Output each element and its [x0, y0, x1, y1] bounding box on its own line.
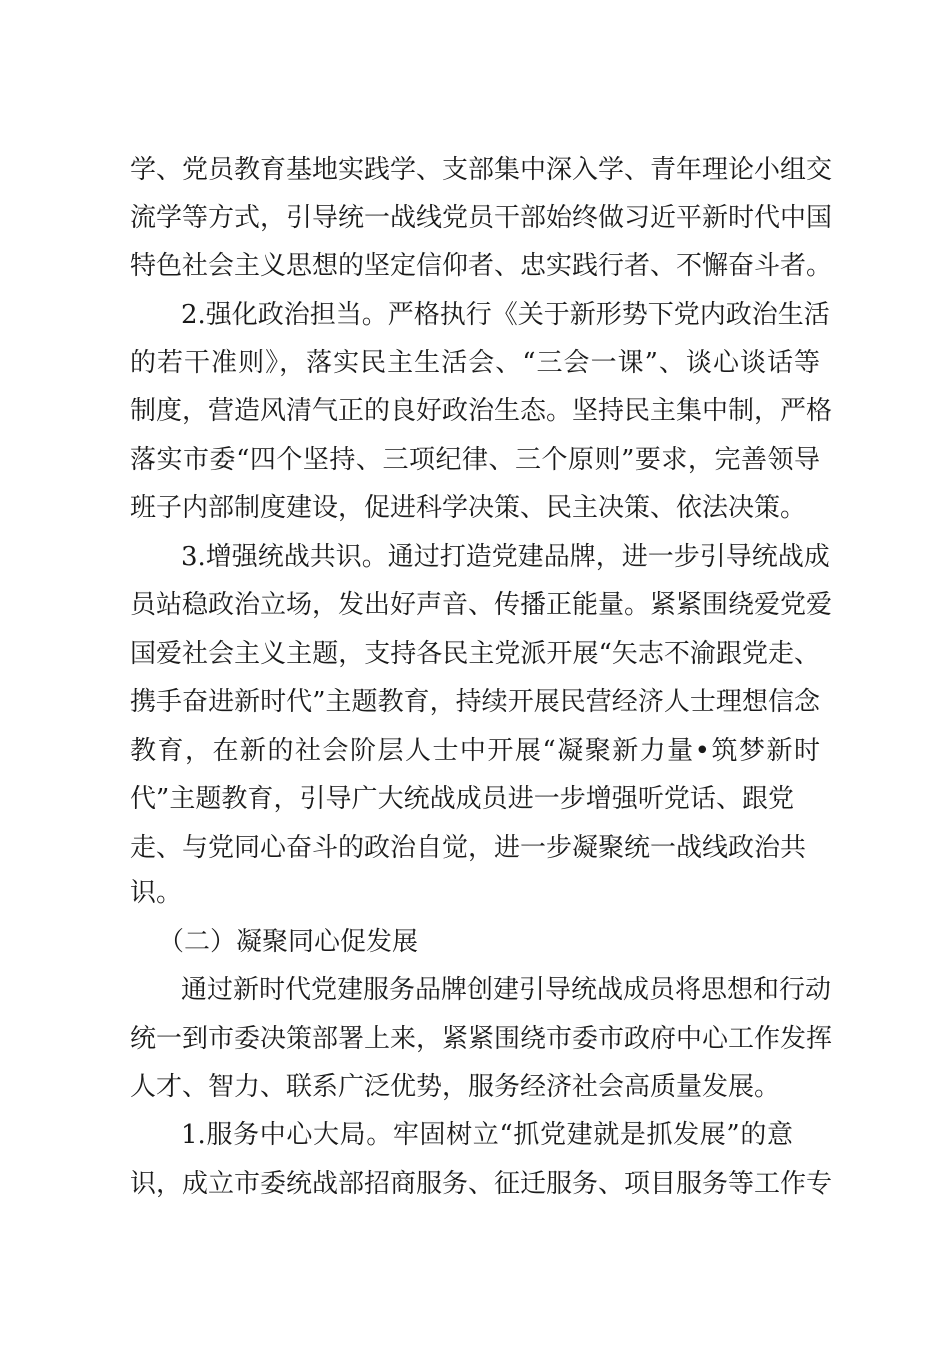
- text-line: [0, 387, 950, 435]
- line-text: 特色社会主义思想的坚定信仰者、忠实践行者、不懈奋斗者。: [130, 251, 833, 281]
- text-line: [0, 146, 950, 194]
- line-text: 统一到市委决策部署上来，紧紧围绕市委市政府中心工作发挥: [130, 1024, 833, 1054]
- line-text: 2.强化政治担当。严格执行《关于新形势下党内政治生活: [181, 300, 830, 330]
- text-line: [0, 1063, 950, 1111]
- section-heading: [0, 918, 950, 966]
- text-line: [0, 678, 950, 726]
- line-text: 的若干准则》，落实民主生活会、“三会一课”、谈心谈话等: [130, 348, 820, 378]
- text-line: [0, 630, 950, 678]
- line-text: 班子内部制度建设，促进科学决策、民主决策、依法决策。: [130, 493, 807, 523]
- heading-text: （二）凝聚同心促发展: [158, 927, 419, 957]
- line-text: 走、与党同心奋斗的政治自觉，进一步凝聚统一战线政治共: [130, 833, 807, 863]
- line-text: 识。: [130, 878, 183, 908]
- text-line: [0, 1015, 950, 1063]
- text-line: [0, 436, 950, 484]
- line-text: 落实市委“四个坚持、三项纪律、三个原则”要求，完善领导: [130, 445, 820, 475]
- line-text: 员站稳政治立场，发出好声音、传播正能量。紧紧围绕爱党爱: [130, 590, 833, 620]
- text-line: [0, 824, 950, 872]
- line-text: 3.增强统战共识。通过打造党建品牌，进一步引导统战成: [181, 542, 830, 572]
- line-text: 学、党员教育基地实践学、支部集中深入学、青年理论小组交: [130, 155, 833, 185]
- text-line: [0, 581, 950, 629]
- paragraph-start-line: [0, 966, 950, 1014]
- paragraph-start-line: [0, 291, 950, 339]
- text-line: [0, 869, 950, 917]
- text-line: [0, 484, 950, 532]
- line-text: 流学等方式，引导统一战线党员干部始终做习近平新时代中国: [130, 203, 833, 233]
- line-text: 代”主题教育，引导广大统战成员进一步增强听党话、跟党: [130, 784, 794, 814]
- line-text: 通过新时代党建服务品牌创建引导统战成员将思想和行动: [181, 975, 832, 1005]
- line-text: 制度，营造风清气正的良好政治生态。坚持民主集中制，严格: [130, 396, 833, 426]
- text-line: [0, 775, 950, 823]
- text-line: [0, 1160, 950, 1208]
- line-text: 国爱社会主义主题，支持各民主党派开展“矢志不渝跟党走、: [130, 639, 820, 669]
- line-text: 教育，在新的社会阶层人士中开展“凝聚新力量•筑梦新时: [130, 736, 820, 766]
- text-line: [0, 194, 950, 242]
- line-text: 1.服务中心大局。牢固树立“抓党建就是抓发展”的意: [181, 1120, 793, 1150]
- text-line: [0, 339, 950, 387]
- line-text: 携手奋进新时代”主题教育，持续开展民营经济人士理想信念: [130, 687, 820, 717]
- text-line: [0, 242, 950, 290]
- paragraph-start-line: [0, 533, 950, 581]
- line-text: 识，成立市委统战部招商服务、征迁服务、项目服务等工作专: [130, 1169, 833, 1199]
- paragraph-start-line: [0, 1111, 950, 1159]
- line-text: 人才、智力、联系广泛优势，服务经济社会高质量发展。: [130, 1072, 781, 1102]
- text-line: [0, 727, 950, 775]
